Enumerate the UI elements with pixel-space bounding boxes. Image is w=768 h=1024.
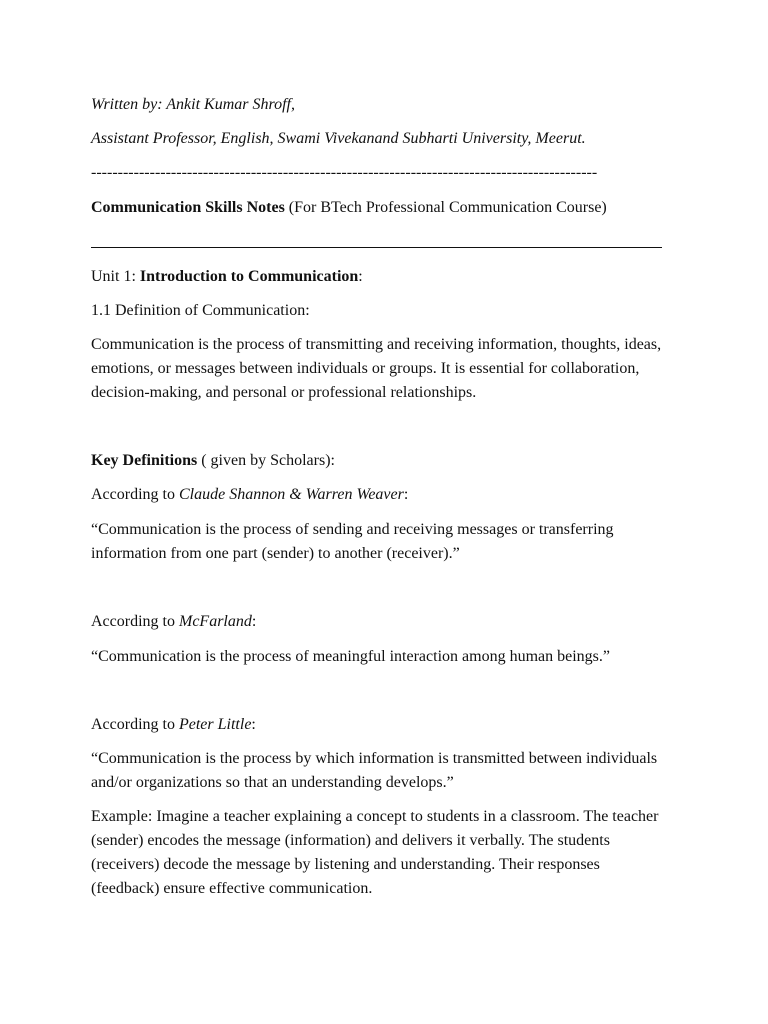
scholar-name: Peter Little	[178, 716, 252, 733]
attribution-prefix: According to	[91, 716, 179, 733]
unit-prefix: Unit 1:	[91, 268, 140, 285]
attribution-suffix: :	[403, 486, 409, 503]
title-bold: Communication Skills Notes	[91, 199, 285, 216]
definition-attribution	[91, 713, 672, 737]
horizontal-rule	[91, 247, 662, 248]
scholar-name: Claude Shannon & Warren Weaver	[178, 486, 404, 503]
section-body: Communication is the process of transmitting and receiving information, thoughts, ideas, emotions, or messages between individuals or groups. It is essential for collaboration, decision-making, and personal or professional relationships.	[91, 336, 662, 401]
attribution-prefix: According to	[91, 613, 179, 630]
definition-quote: “Communication is the process of meaningful interaction among human beings.”	[91, 648, 610, 665]
attribution-prefix: According to	[91, 486, 179, 503]
dash-separator: -----------------------------------------------------------------------------------------------	[91, 164, 598, 181]
scholar-name: McFarland	[178, 613, 252, 630]
definition-attribution	[91, 483, 672, 507]
unit-heading	[91, 265, 672, 289]
definition-attribution	[91, 610, 672, 634]
definition-quote: “Communication is the process of sending and receiving messages or transferring information from one part (sender) to another (receiver).”	[91, 521, 614, 562]
author-line: Written by: Ankit Kumar Shroff,	[91, 96, 295, 113]
attribution-suffix: :	[251, 716, 256, 733]
example-paragraph: Example: Imagine a teacher explaining a concept to students in a classroom. The teacher (sender) encodes the message (information) and delivers it verbally. The students (receivers) decode the message by listening and understanding. Their responses (feedback) ensure effective communication.	[91, 808, 659, 897]
section-heading: 1.1 Definition of Communication:	[91, 302, 310, 319]
unit-name: Introduction to Communication	[139, 268, 359, 285]
document-title	[91, 196, 672, 220]
attribution-suffix: :	[251, 613, 257, 630]
definition-quote: “Communication is the process by which information is transmitted between individuals and/or organizations so that an understanding develops.”	[91, 750, 658, 791]
author-affiliation: Assistant Professor, English, Swami Vivekanand Subharti University, Meerut.	[91, 130, 586, 147]
key-definitions-heading	[91, 449, 672, 473]
unit-suffix: :	[358, 268, 363, 285]
title-course: (For BTech Professional Communication Course)	[284, 199, 607, 216]
key-definitions-bold: Key Definitions	[91, 452, 198, 469]
key-definitions-rest: ( given by Scholars):	[197, 452, 335, 469]
